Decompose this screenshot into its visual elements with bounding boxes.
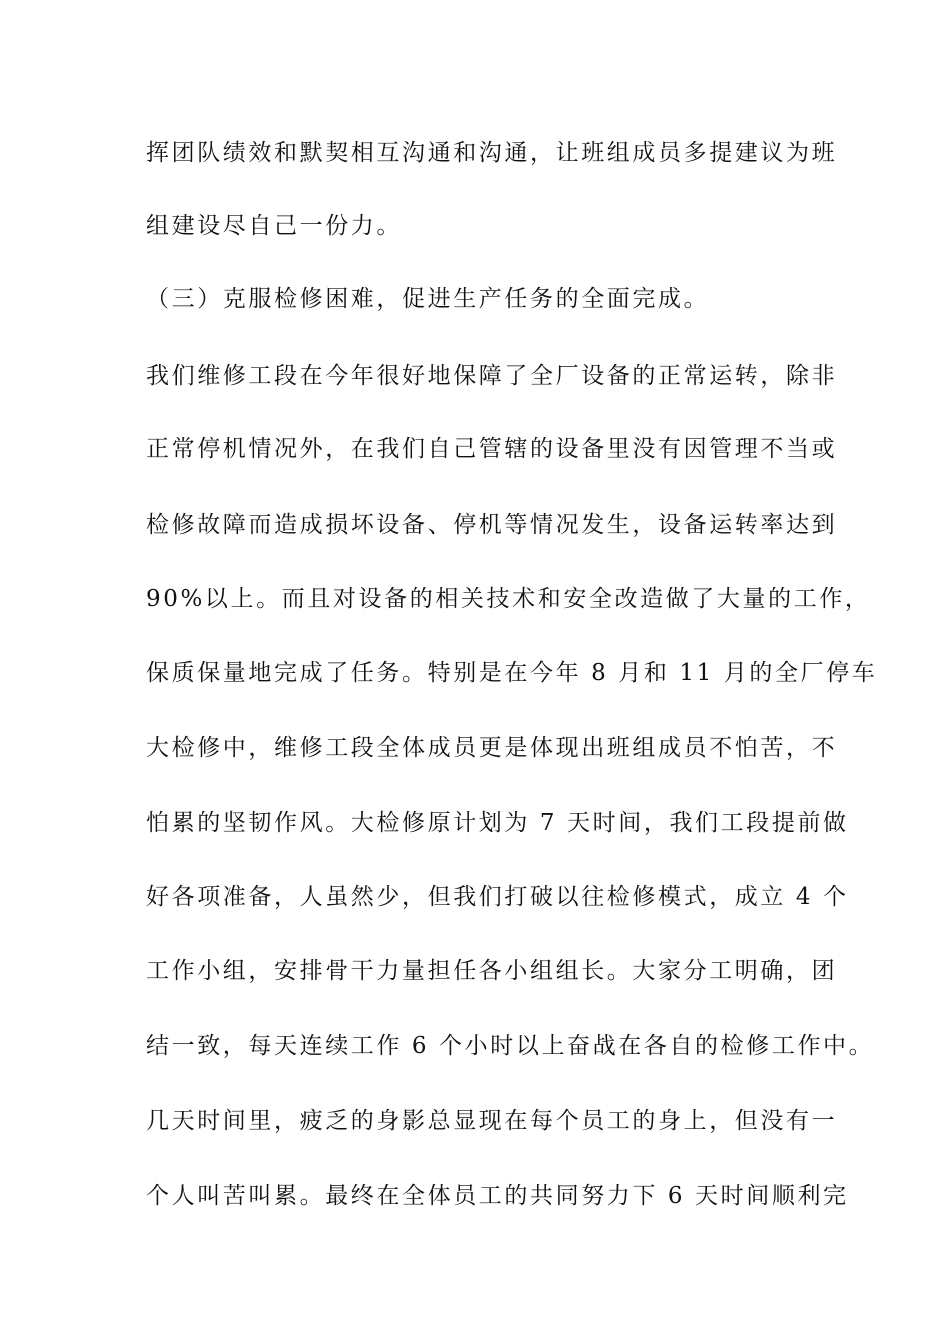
paragraph-line: 正常停机情况外，在我们自己管辖的设备里没有因管理不当或 xyxy=(146,436,838,462)
section-heading: （三）克服检修困难，促进生产任务的全面完成。 xyxy=(146,286,710,312)
paragraph-line: 保质保量地完成了任务。特别是在今年 8 月和 11 月的全厂停车 xyxy=(146,660,878,686)
paragraph-line: 我们维修工段在今年很好地保障了全厂设备的正常运转，除非 xyxy=(146,363,838,389)
paragraph-line: 工作小组，安排骨干力量担任各小组组长。大家分工明确，团 xyxy=(146,958,838,984)
paragraph-line: 结一致，每天连续工作 6 个小时以上奋战在各自的检修工作中。 xyxy=(146,1033,875,1059)
paragraph-line: 检修故障而造成损坏设备、停机等情况发生，设备运转率达到 xyxy=(146,512,838,538)
paragraph-line: 几天时间里，疲乏的身影总显现在每个员工的身上，但没有一 xyxy=(146,1108,838,1134)
paragraph-line: 挥团队绩效和默契相互沟通和沟通，让班组成员多提建议为班 xyxy=(146,140,838,166)
paragraph-line: 大检修中，维修工段全体成员更是体现出班组成员不怕苦，不 xyxy=(146,735,838,761)
paragraph-line: 组建设尽自己一份力。 xyxy=(146,213,402,239)
paragraph-line: 怕累的坚韧作风。大检修原计划为 7 天时间，我们工段提前做 xyxy=(146,810,849,836)
paragraph-line: 90%以上。而且对设备的相关技术和安全改造做了大量的工作， xyxy=(146,586,871,612)
paragraph-line: 好各项准备，人虽然少，但我们打破以往检修模式，成立 4 个 xyxy=(146,884,849,910)
paragraph-line: 个人叫苦叫累。最终在全体员工的共同努力下 6 天时间顺利完 xyxy=(146,1183,849,1209)
